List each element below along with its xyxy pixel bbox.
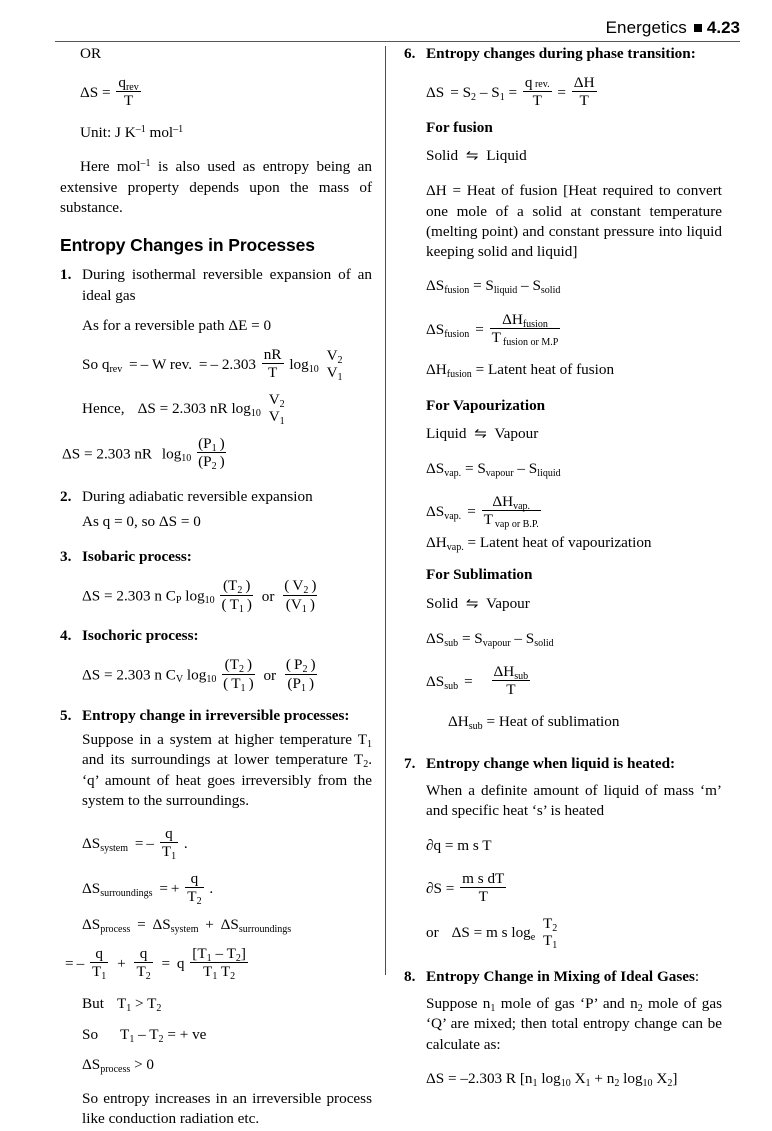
item7-equation-1: ∂q = m s T bbox=[426, 836, 492, 854]
T2-over-T1-fraction-2: $\frac{(T_2 )}{( T_1 )}$ bbox=[223, 656, 254, 694]
item1-line-reversible-path: As for a reversible path ΔE = 0 bbox=[82, 316, 272, 334]
item-title: Isochoric process: bbox=[82, 627, 199, 645]
item5-inequality-so: So $T_1 - T_2$ = + ve bbox=[82, 1025, 207, 1045]
T2-over-T1-fraction: $\frac{(T_2 )}{( T_1 )}$ bbox=[221, 577, 252, 615]
fusion-equation-3: $\Delta H_{fusion}$ = Latent heat of fusion bbox=[426, 360, 615, 380]
P1-over-P2-fraction: $\frac{(P_1 )}{(P_2 )}$ bbox=[198, 435, 225, 473]
vapourization-equation-3: $\Delta H_{vap.}$ = Latent heat of vapourization bbox=[426, 534, 652, 553]
sublimation-equation-1: $\Delta S_{sub} = S_{vapour} - S_{solid}$ bbox=[426, 629, 554, 649]
page-number: 4.23 bbox=[706, 18, 740, 37]
column-divider bbox=[385, 46, 386, 975]
item-number: 3. bbox=[60, 548, 72, 566]
sublimation-equation-3: $\Delta H_{sub}$ = Heat of sublimation bbox=[448, 712, 620, 732]
V2-over-V1-paren-fraction: $\frac{( V_2 )}{(V_1 )}$ bbox=[284, 577, 317, 615]
item8-equation: ΔS = –2.303 R [$n_1$ $\log_{10} X_1 + n_2$ $\log_{10} X_2$] bbox=[426, 1069, 678, 1089]
vapourization-equation-1: $\Delta S_{vap.} = S_{vapour} - S_{liquid}$ bbox=[426, 459, 561, 479]
item5-equation-system: $\Delta S_{system}$ = – $\frac{q}{T_1}$ . bbox=[82, 825, 188, 862]
item2-equation: As q = 0, so ΔS = 0 bbox=[82, 512, 201, 530]
sublimation-equilibrium: Solid ⇋ Vapour bbox=[426, 594, 530, 612]
q-over-T2-fraction-2: $\frac{q}{T_2}$ bbox=[136, 945, 151, 983]
item8-title-colon: : bbox=[694, 967, 700, 985]
qrev-over-T-fraction: $\frac{\text{q rev.}}{T}$ bbox=[524, 74, 550, 110]
nR-over-T-fraction: $\frac{nR}{T}$ bbox=[263, 346, 282, 382]
right-column bbox=[404, 44, 722, 1089]
item-number: 4. bbox=[60, 627, 72, 645]
P2-over-P1-paren-fraction: $\frac{( P_2 )}{(P_1 )}$ bbox=[285, 656, 316, 694]
msdT-over-T-fraction: $\frac{\text{m s dT}}{T}$ bbox=[462, 869, 505, 905]
item1-equation-qrev: So $q_{rev}$ = – W rev. = – 2.303 $\frac{nR}{T}$ $\log_{10}$ $V_2$ $V_1$ bbox=[82, 346, 343, 383]
sublimation-heading: For Sublimation bbox=[426, 566, 533, 584]
item8-title-text: Entropy Change in Mixing of Ideal Gases bbox=[426, 967, 695, 985]
vapourization-heading: For Vapourization bbox=[426, 396, 546, 414]
item-number: 1. bbox=[60, 266, 72, 284]
item-title: Entropy change in irreversible processes: bbox=[82, 706, 350, 724]
header-rule bbox=[55, 41, 740, 42]
item4-equation: ΔS = 2.303 n $C_V$ $\log_{10}$ $\frac{(T_2 )}{( T_1 )}$ or $\frac{( P_2 )}{(P_1 )}$ bbox=[82, 656, 316, 694]
sublimation-equation-2: $\Delta S_{sub}$ = $\frac{\Delta H_{sub}}{T}$ bbox=[426, 662, 529, 698]
q-rev-over-T-fraction: $\frac{q_{rev}}{T}$ bbox=[118, 74, 139, 110]
item7-equation-2: ∂S = $\frac{\text{m s dT}}{T}$ bbox=[426, 869, 505, 905]
item7-equation-3: or ΔS = m s $\log_e$ $T_2$ $T_1$ bbox=[426, 914, 558, 951]
left-column bbox=[60, 44, 372, 1131]
fusion-equation-2: $\Delta S_{fusion}$ = $\frac{\Delta H_{fusion}}{T _{fusion or M.P}}$ bbox=[426, 310, 559, 348]
entropy-definition-equation: ΔS = $\frac{q_{rev}}{T}$ bbox=[80, 74, 139, 110]
list-item-7 bbox=[404, 754, 722, 949]
fusion-heading: For fusion bbox=[426, 119, 493, 137]
section-heading: Entropy Changes in Processes bbox=[60, 235, 315, 256]
item-number: 7. bbox=[404, 755, 416, 772]
item8-body: Suppose $n_1$ mole of gas ‘P’ and $n_2$ mole of gas ‘Q’ are mixed; then total entropy change can be calculate as: bbox=[426, 995, 722, 1053]
item5-equation-expanded: = – $\frac{q}{T_1}$ + $\frac{q}{T_2}$ = q $\frac{[T_1 - T_2]}{T_1 T_2}$ bbox=[65, 945, 246, 983]
item-number: 6. bbox=[404, 45, 416, 62]
q-over-T2-fraction: $\frac{q}{T_2}$ bbox=[187, 870, 202, 907]
item-title: During adiabatic reversible expansion bbox=[82, 487, 313, 505]
item-title bbox=[426, 967, 722, 987]
item1-equation-hence: Hence, ΔS = 2.303 nR $\log_{10}$ $V_2$ $V_1$ bbox=[82, 391, 285, 427]
item-title: Isobaric process: bbox=[82, 548, 192, 566]
fusion-description: ΔH = Heat of fusion [Heat required to convert one mole of a solid at constant temperature (melting point) and constant pressure into liquid keeping solid and liquid] bbox=[426, 182, 722, 261]
item5-equation-surroundings: $\Delta S_{surroundings}$ = + $\frac{q}{T_2}$ . bbox=[82, 870, 214, 907]
fusion-equation-1: $\Delta S_{fusion} = S_{liquid} - S_{solid}$ bbox=[426, 277, 561, 297]
chapter-title: Energetics bbox=[605, 18, 687, 37]
item-number: 8. bbox=[404, 967, 416, 985]
deltaH-vap-over-T-vap-fraction: $\frac{\Delta H_{vap.}}{T _{vap or B.P.}}$ bbox=[483, 493, 539, 530]
item5-inequality-but: But $T_1 > T_2$ bbox=[82, 995, 162, 1015]
item5-body: Suppose in a system at higher temperature $T_1$ and its surroundings at lower temperature $T_2$. ‘q’ amount of heat goes irreversibly from the system to the surroundings. bbox=[82, 731, 372, 809]
item6-main-equation: $\Delta S = S_2 - S_1$ = $\frac{\text{q rev.}}{T}$ = $\frac{\Delta H}{T}$ bbox=[426, 74, 595, 110]
deltaH-over-T-fraction: $\frac{\Delta H}{T}$ bbox=[573, 74, 595, 110]
item7-body: When a definite amount of liquid of mass ‘m’ and specific heat ‘s’ is heated bbox=[426, 782, 722, 820]
deltaH-sub-over-T-fraction: $\frac{\Delta H_{sub}}{T}$ bbox=[493, 662, 529, 698]
item-number: 5. bbox=[60, 706, 72, 724]
item5-closing: So entropy increases in an irreversible process like conduction radiation etc. bbox=[82, 1090, 372, 1128]
list-item-4 bbox=[60, 626, 372, 692]
list-item-3 bbox=[60, 547, 372, 613]
temperature-difference-fraction: $\frac{[T_1 - T_2]}{T_1 T_2}$ bbox=[192, 945, 246, 983]
item-number: 2. bbox=[60, 487, 72, 505]
q-over-T1-fraction: $\frac{q}{T_1}$ bbox=[161, 825, 177, 862]
list-item-2 bbox=[60, 487, 372, 532]
V2-over-V1-fraction: $V_2$ $V_1$ bbox=[326, 347, 343, 383]
item-title: Entropy change when liquid is heated: bbox=[426, 755, 676, 772]
running-head bbox=[55, 18, 740, 38]
vapourization-equilibrium: Liquid ⇋ Vapour bbox=[426, 424, 539, 442]
list-item-1 bbox=[60, 265, 372, 473]
vapourization-equation-2: $\Delta S_{vap.}$ = $\frac{\Delta H_{vap.}}{T _{vap or B.P.}}$ bbox=[426, 493, 539, 530]
unit-line: Unit: J $K^{-1}$ mol$^{-1}$ bbox=[80, 124, 184, 142]
note-paragraph: Here mol$^{-1}$ is also used as entropy being an extensive property depends upon the mass of substance. bbox=[60, 158, 372, 216]
equilibrium-arrow-icon: ⇋ bbox=[474, 425, 487, 442]
item5-equation-process: $\Delta S_{process} = \Delta S_{system} + \Delta S_{surroundings}$ bbox=[82, 916, 292, 935]
or-label: OR bbox=[80, 45, 102, 62]
item-title: During isothermal reversible expansion of an ideal gas bbox=[82, 266, 372, 304]
list-item-5 bbox=[60, 706, 372, 1130]
V2-over-V1-fraction-2: $V_2$ $V_1$ bbox=[268, 391, 285, 427]
item3-equation: ΔS = 2.303 n $C_P$ $\log_{10}$ $\frac{(T_2 )}{( T_1 )}$ or $\frac{( V_2 )}{(V_1 )}$ bbox=[82, 577, 317, 615]
T2-over-T1-log-fraction: $T_2$ $T_1$ bbox=[543, 914, 558, 951]
list-item-8 bbox=[404, 967, 722, 1089]
equilibrium-arrow-icon: ⇋ bbox=[465, 595, 479, 612]
list-item-6 bbox=[404, 44, 722, 732]
q-over-T1-fraction-2: $\frac{q}{T_1}$ bbox=[91, 945, 107, 983]
fusion-equilibrium: Solid ⇋ Liquid bbox=[426, 147, 527, 165]
item-title: Entropy changes during phase transition: bbox=[426, 45, 696, 62]
item5-inequality-process: $\Delta S_{process} > 0$ bbox=[82, 1055, 155, 1075]
deltaH-fusion-over-T-fusion-fraction: $\frac{\Delta H_{fusion}}{T _{fusion or M.P}}$ bbox=[491, 310, 559, 348]
square-marker-icon bbox=[694, 24, 702, 32]
equilibrium-arrow-icon: ⇋ bbox=[465, 148, 479, 165]
item1-equation-pressure: ΔS = 2.303 nR $\log_{10}$ $\frac{(P_1 )}{(P_2 )}$ bbox=[62, 435, 225, 473]
